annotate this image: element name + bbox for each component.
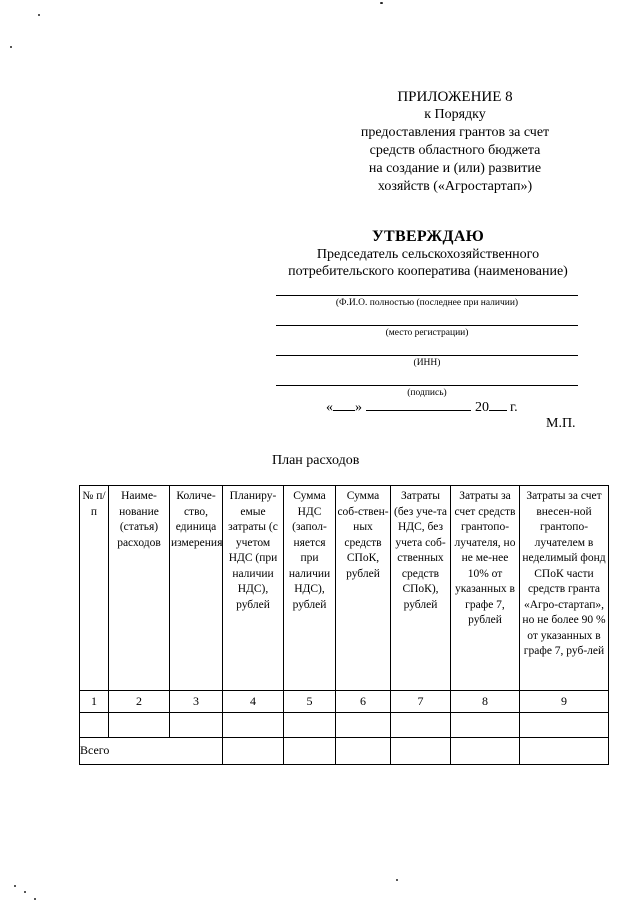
blank-cell[interactable] — [170, 713, 223, 738]
header-cell: № п/п — [80, 486, 109, 691]
header-cell: Наиме-нование (статья) расходов — [109, 486, 170, 691]
appendix-line: на создание и (или) развитие — [368, 161, 542, 176]
month-blank — [366, 399, 471, 411]
header-cell: Планиру-емые затраты (с учетом НДС (при наличии НДС), рублей — [223, 486, 284, 691]
approval-position: потребительского кооператива (наименование) — [288, 264, 568, 279]
header-cell: Количе-ство, единица измерения — [170, 486, 223, 691]
expense-plan-table — [79, 485, 609, 765]
scan-speck — [34, 898, 36, 900]
appendix-line: к Порядку — [424, 107, 486, 122]
header-row — [80, 486, 609, 691]
appendix-block — [320, 88, 590, 196]
approval-title: УТВЕРЖДАЮ — [371, 228, 485, 245]
scan-speck — [380, 2, 383, 4]
scan-speck — [38, 14, 40, 16]
total-cell[interactable] — [451, 738, 520, 765]
appendix-title: ПРИЛОЖЕНИЕ 8 — [397, 89, 513, 105]
day-blank — [333, 399, 355, 411]
blank-cell[interactable] — [223, 713, 284, 738]
column-number-row — [80, 691, 609, 713]
plan-title: План расходов — [272, 453, 360, 468]
header-cell: Затраты за счет средств грантопо-лучателя, но не ме-нее 10% от указанных в графе 7, рублей — [451, 486, 520, 691]
blank-cell[interactable] — [391, 713, 451, 738]
blank-cell[interactable] — [80, 713, 109, 738]
appendix-line: предоставления грантов за счет — [360, 125, 550, 140]
column-number: 4 — [223, 691, 284, 713]
header-cell: Сумма НДС (запол-няется при наличии НДС), рублей — [284, 486, 336, 691]
blank-cell[interactable] — [109, 713, 170, 738]
inn-line — [276, 355, 578, 356]
registration-caption: (место регистрации) — [385, 328, 469, 338]
date-open-quote: « — [326, 400, 333, 415]
table-row — [80, 713, 609, 738]
date-year: 20 — [475, 400, 489, 415]
total-label: Всего — [80, 738, 223, 765]
total-cell[interactable] — [223, 738, 284, 765]
column-number: 8 — [451, 691, 520, 713]
name-caption: (Ф.И.О. полностью (последнее при наличии) — [335, 298, 519, 308]
stamp-label: М.П. — [546, 416, 576, 431]
total-cell[interactable] — [284, 738, 336, 765]
date-close-quote: » — [355, 400, 362, 415]
total-cell[interactable] — [391, 738, 451, 765]
appendix-line: хозяйств («Агростартап») — [377, 179, 533, 194]
blank-cell[interactable] — [284, 713, 336, 738]
column-number: 5 — [284, 691, 336, 713]
approval-position: Председатель сельскохозяйственного — [316, 247, 540, 262]
column-number: 6 — [336, 691, 391, 713]
name-signature-line — [276, 295, 578, 296]
year-blank — [489, 399, 507, 411]
date-year-suffix: г. — [510, 400, 518, 415]
scan-speck — [14, 885, 16, 887]
total-cell[interactable] — [520, 738, 609, 765]
column-number: 3 — [170, 691, 223, 713]
column-number: 7 — [391, 691, 451, 713]
scan-speck — [10, 46, 12, 48]
column-number: 9 — [520, 691, 609, 713]
blank-cell[interactable] — [336, 713, 391, 738]
column-number: 2 — [109, 691, 170, 713]
column-number: 1 — [80, 691, 109, 713]
header-cell: Затраты (без уче-та НДС, без учета соб-ственных средств СПоК), рублей — [391, 486, 451, 691]
header-cell: Сумма соб-ствен-ных средств СПоК, рублей — [336, 486, 391, 691]
header-cell: Затраты за счет внесен-ной грантопо-лучателем в неделимый фонд СПоК части средств гранта «Агро-стартап», но не более 90 % от указанных в графе 7, руб-лей — [520, 486, 609, 691]
total-row — [80, 738, 609, 765]
registration-line — [276, 325, 578, 326]
signature-caption: (подпись) — [407, 388, 447, 398]
appendix-line: средств областного бюджета — [369, 143, 541, 158]
date-row — [326, 399, 518, 416]
blank-cell[interactable] — [451, 713, 520, 738]
scan-speck — [396, 879, 398, 881]
inn-caption: (ИНН) — [413, 358, 441, 368]
total-cell[interactable] — [336, 738, 391, 765]
approval-block — [268, 228, 588, 280]
blank-cell[interactable] — [520, 713, 609, 738]
scan-speck — [24, 891, 26, 893]
signature-line — [276, 385, 578, 386]
